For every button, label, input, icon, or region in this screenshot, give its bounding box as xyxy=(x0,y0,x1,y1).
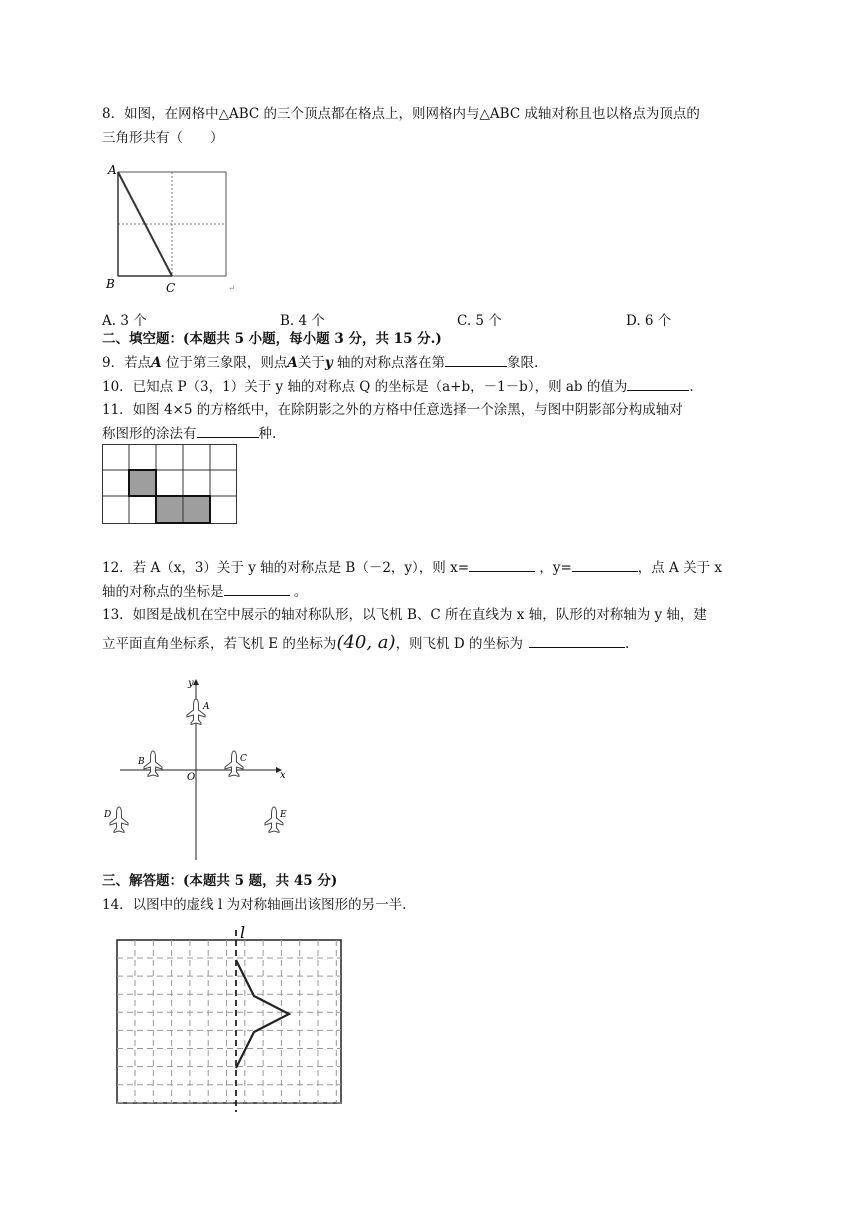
q11-grid-figure xyxy=(102,444,238,524)
q8-option-c: C. 5 个 xyxy=(457,313,502,329)
q12-line1: 12．若 A（x，3）关于 y 轴的对称点是 B（－2，y），则 x= ，y= ，点 A 关于 x xyxy=(102,557,722,578)
q11-line1: 11．如图 4×5 的方格纸中，在除阴影之外的方格中任意选择一个涂黑，与图中阴影部分构成轴对 xyxy=(102,402,683,418)
label-a: A xyxy=(108,163,117,177)
plane-b xyxy=(144,751,162,777)
q14-grid-figure xyxy=(116,920,344,1112)
plane-d xyxy=(110,807,128,833)
q12-blank-coord xyxy=(224,581,290,596)
q12-blank-x xyxy=(469,557,535,572)
label-b: B xyxy=(106,277,115,291)
y-axis-label: y xyxy=(188,678,194,689)
q14-text: 14．以图中的虚线 l 为对称轴画出该图形的另一半. xyxy=(102,897,407,913)
svg-text:↵: ↵ xyxy=(228,284,236,294)
plane-c-label: C xyxy=(240,754,247,764)
plane-e-label: E xyxy=(280,810,287,820)
q13-line2: 立平面直角坐标系，若飞机 E 的坐标为(40, a)，则飞机 D 的坐标为 . xyxy=(102,632,630,653)
origin-label: O xyxy=(187,772,196,783)
q10-blank xyxy=(627,376,689,391)
q13-aircraft-figure xyxy=(100,674,290,864)
q8-option-d: D. 6 个 xyxy=(626,313,672,329)
q12-line2: 轴的对称点的坐标是 。 xyxy=(102,581,307,602)
q9-blank xyxy=(445,352,507,367)
q12-blank-y xyxy=(572,557,638,572)
q13-coord: (40, a) xyxy=(336,632,396,653)
x-axis-label: x xyxy=(280,770,286,781)
q8-grid-figure xyxy=(100,158,240,298)
q9: 9．若点A 位于第三象限，则点A关于y 轴的对称点落在第 象限. xyxy=(102,352,538,373)
section3-heading: 三、解答题：(本题共 5 题，共 45 分) xyxy=(102,873,338,889)
section2-heading: 二、填空题：(本题共 5 小题，每小题 3 分，共 15 分.) xyxy=(102,331,442,347)
q10: 10．已知点 P（3，1）关于 y 轴的对称点 Q 的坐标是（a+b，－1－b），则 ab 的值为 . xyxy=(102,376,694,397)
q11-line2: 称图形的涂法有 种. xyxy=(102,423,276,444)
q13-blank xyxy=(529,633,625,648)
plane-d-label: D xyxy=(104,810,112,820)
q8-option-a: A. 3 个 xyxy=(102,313,147,329)
plane-a-label: A xyxy=(203,702,210,712)
q11-blank xyxy=(197,423,259,438)
q8-option-b: B. 4 个 xyxy=(280,313,325,329)
q8-line2: 三角形共有（ ） xyxy=(102,130,224,146)
q8-line1: 8．如图，在网格中△ABC 的三个顶点都在格点上，则网格内与△ABC 成轴对称且也以格点为顶点的 xyxy=(102,106,700,122)
q13-line1: 13．如图是战机在空中展示的轴对称队形，以飞机 B、C 所在直线为 x 轴，队形的对称轴为 y 轴，建 xyxy=(102,607,707,623)
axis-label-l: l xyxy=(240,923,246,942)
label-c: C xyxy=(166,281,176,295)
plane-b-label: B xyxy=(138,757,145,767)
